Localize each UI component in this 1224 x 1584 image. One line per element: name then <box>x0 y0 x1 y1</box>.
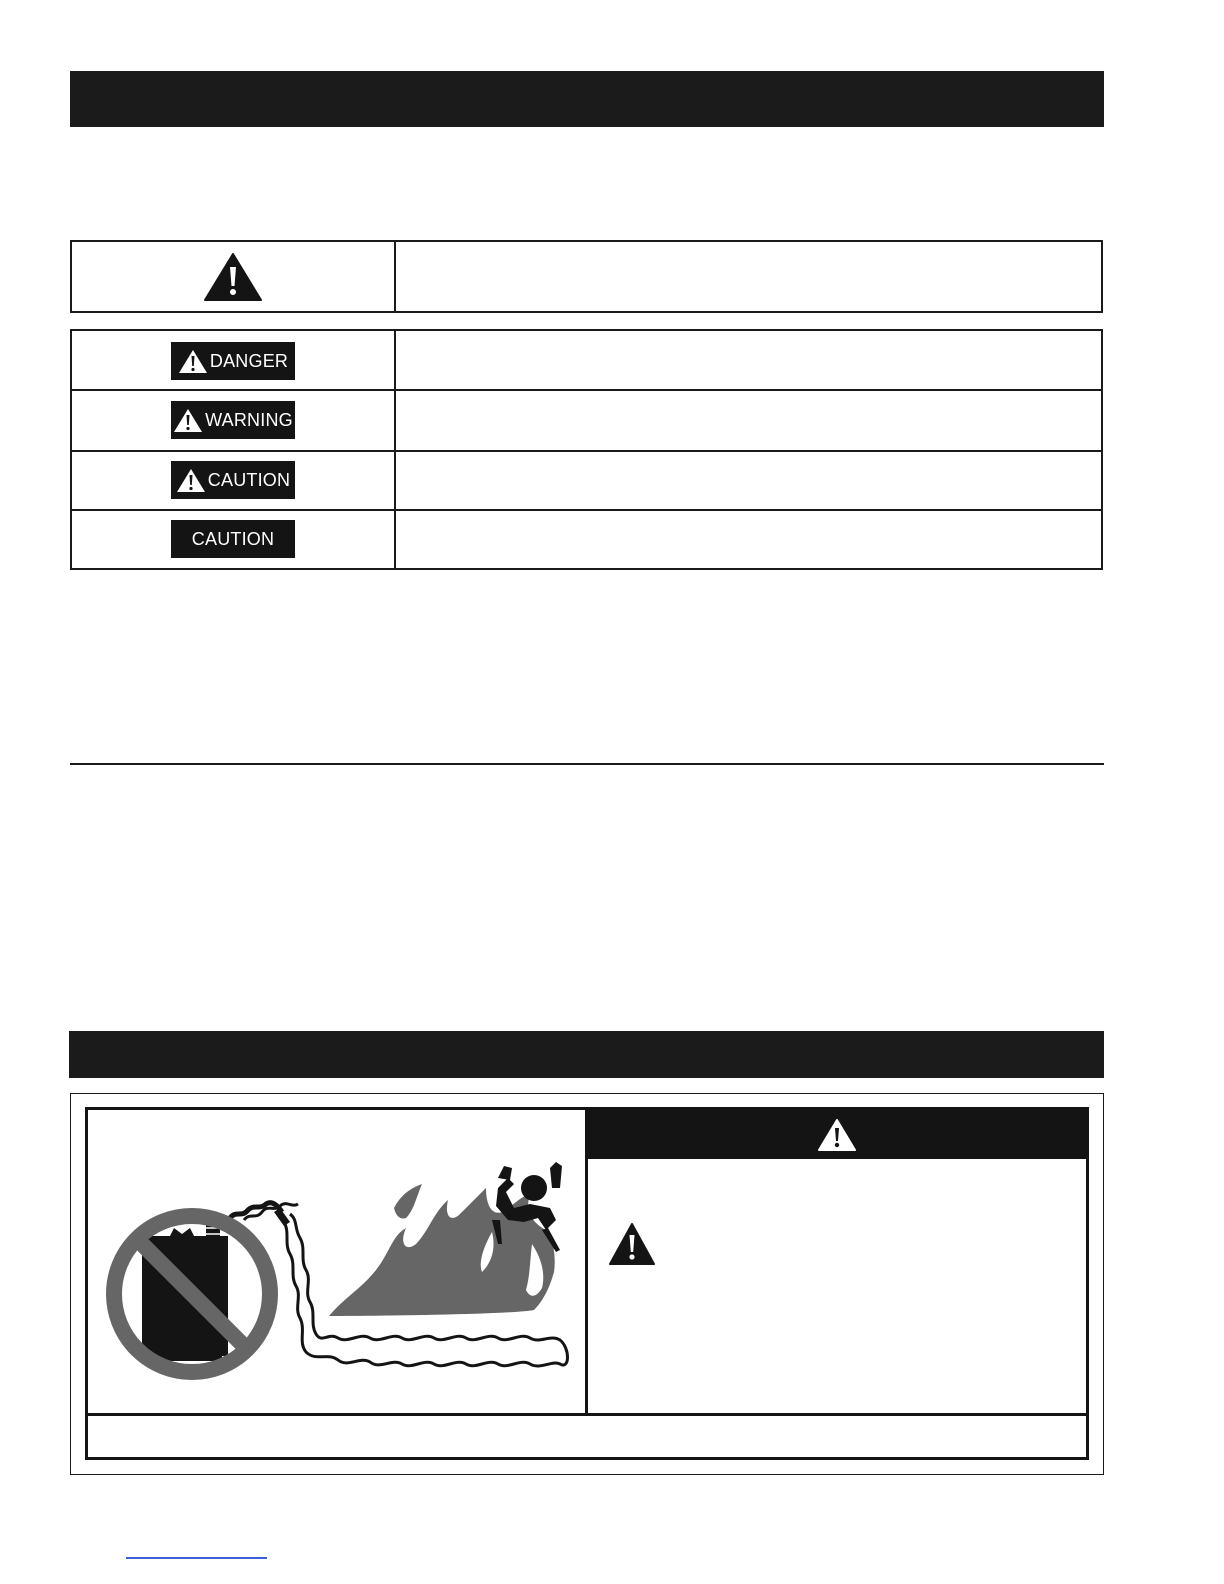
warning-header-bar <box>588 1110 1086 1159</box>
safety-alert-symbol-table <box>70 240 1103 313</box>
horizontal-rule <box>70 763 1104 765</box>
exclamation-triangle-icon <box>203 252 263 302</box>
exclamation-triangle-icon <box>608 1222 656 1266</box>
caution-signal-word <box>171 520 295 558</box>
exclamation-triangle-icon <box>178 349 208 374</box>
caution-plain-label: CAUTION <box>191 528 275 549</box>
warning-label: WARNING <box>205 409 293 430</box>
danger-signal-word <box>171 342 295 380</box>
warning-signal-word <box>171 401 295 439</box>
caution-alert-signal-word <box>171 461 295 499</box>
fire-icon <box>329 1184 555 1316</box>
exclamation-triangle-icon <box>817 1118 857 1152</box>
danger-label: DANGER <box>209 350 289 371</box>
exclamation-triangle-icon <box>176 468 206 493</box>
gas-container-fire-illustration <box>94 1148 578 1410</box>
caution-alert-label: CAUTION <box>207 469 291 490</box>
safety-alert-cell <box>72 242 394 311</box>
link-underline[interactable] <box>126 1557 267 1559</box>
section-header-bar-2 <box>69 1031 1104 1078</box>
section-header-bar <box>70 71 1104 127</box>
hazard-panel <box>85 1107 1089 1460</box>
message-alert-symbol <box>608 1222 656 1266</box>
signal-word-table <box>70 329 1103 570</box>
exclamation-triangle-icon <box>173 408 203 433</box>
